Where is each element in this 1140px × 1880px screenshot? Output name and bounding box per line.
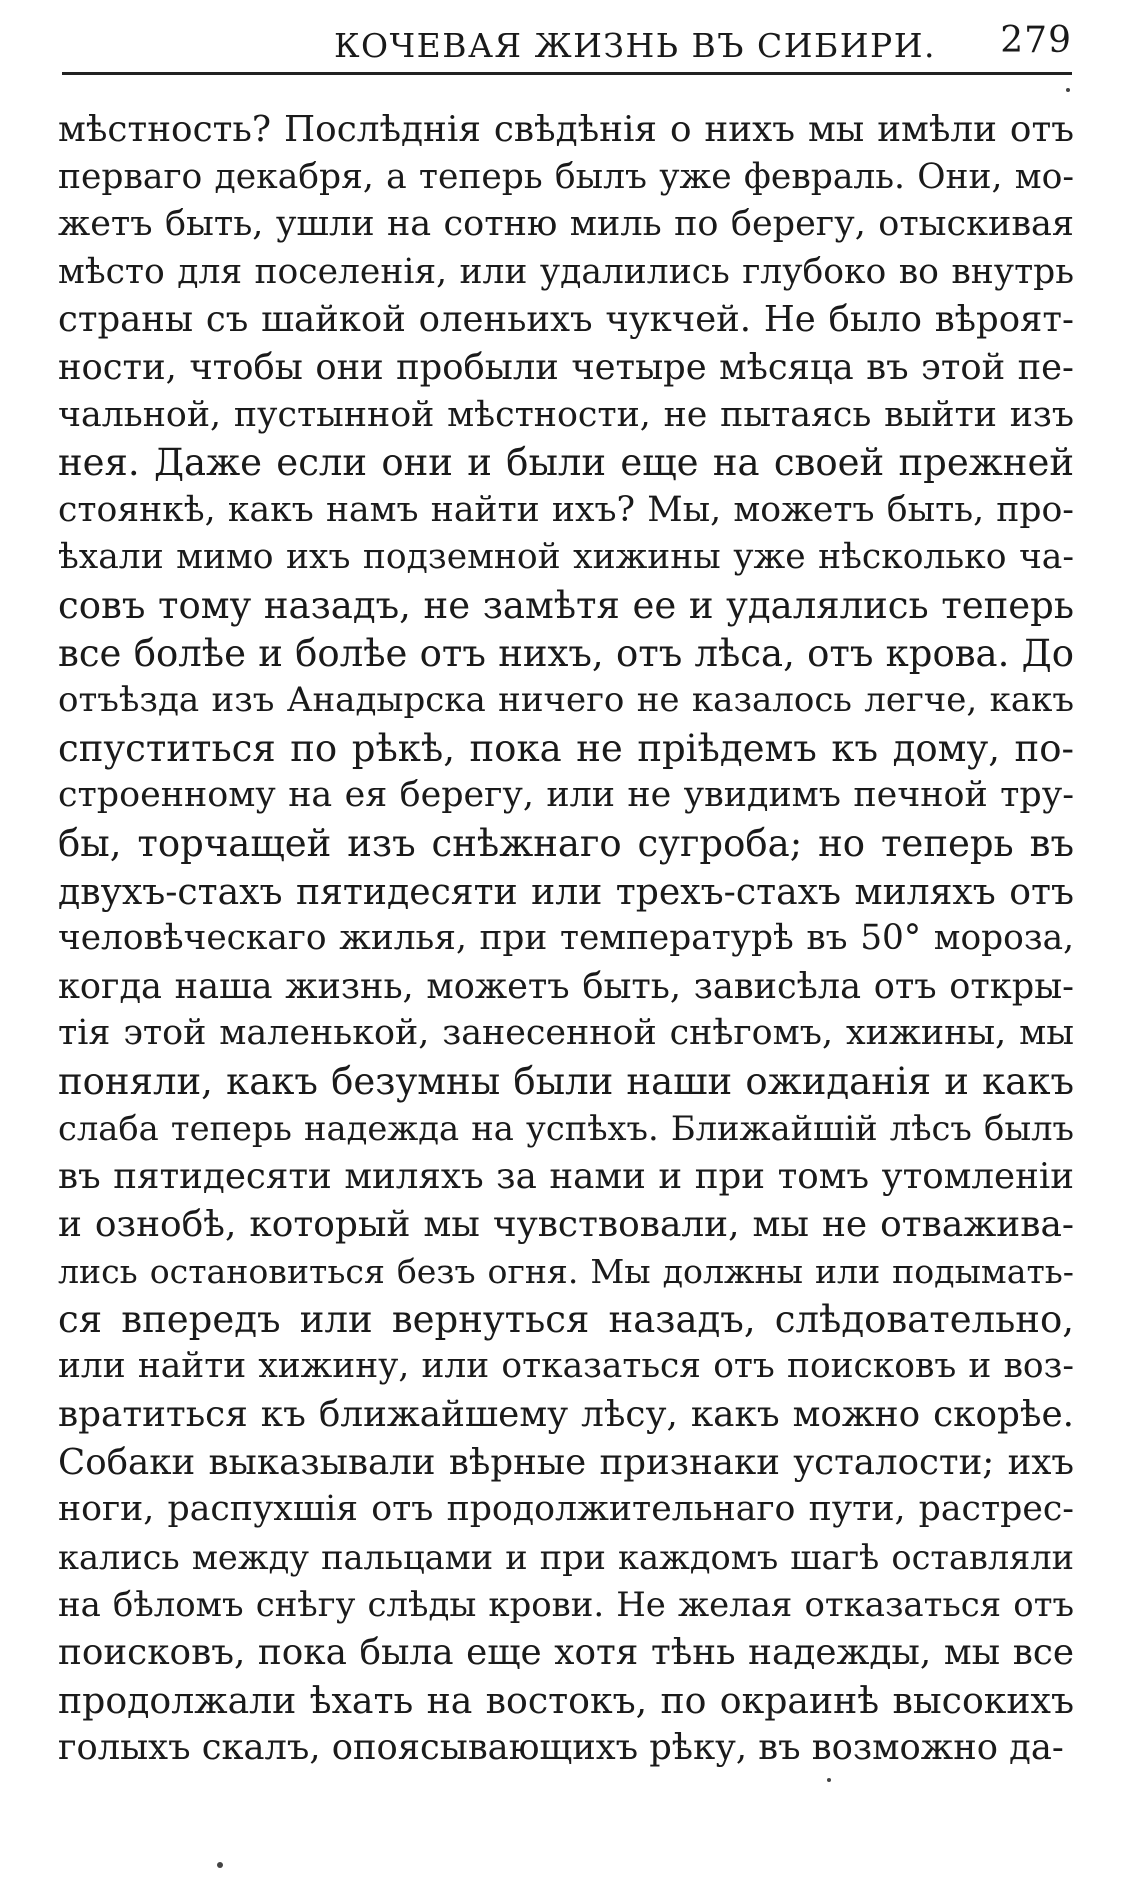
- text-line: двухъ-стахъ пятидесяти или трехъ-стахъ миляхъ отъ: [58, 869, 1074, 913]
- text-line: стоянкѣ, какъ намъ найти ихъ? Мы, можетъ быть, про-: [58, 489, 1074, 530]
- text-line: страны съ шайкой оленьихъ чукчей. Не было вѣроят-: [58, 299, 1074, 341]
- running-head: [62, 20, 1072, 72]
- text-line: совъ тому назадъ, не замѣтя ее и удалялись теперь: [58, 583, 1074, 627]
- print-speck: [827, 1778, 831, 1782]
- text-line: строенному на ея берегу, или не увидимъ печной тру-: [58, 775, 1074, 816]
- text-line: на бѣломъ снѣгу слѣды крови. Не желая отказаться отъ: [58, 1585, 1074, 1625]
- text-line: вратиться къ ближайшему лѣсу, какъ можно скорѣе.: [58, 1394, 1074, 1436]
- text-line: жетъ быть, ушли на сотню миль по берегу, отыскивая: [58, 204, 1074, 245]
- text-line: продолжали ѣхать на востокъ, по окраинѣ высокихъ: [58, 1678, 1074, 1722]
- text-line: спуститься по рѣкѣ, пока не пріѣдемъ къ дому, по-: [58, 726, 1074, 770]
- text-line: ноги, распухшія отъ продолжительнаго пути, растрес-: [58, 1489, 1074, 1530]
- text-line: мѣстность? Послѣднія свѣдѣнія о нихъ мы имѣли отъ: [58, 109, 1074, 150]
- text-line: отъѣзда изъ Анадырска ничего не казалось легче, какъ: [58, 680, 1074, 721]
- print-speck: [1066, 88, 1070, 92]
- text-line: Собаки выказывали вѣрные признаки усталости; ихъ: [58, 1441, 1074, 1483]
- text-line: слаба теперь надежда на успѣхъ. Ближайшій лѣсъ былъ: [58, 1109, 1074, 1149]
- text-line: бы, торчащей изъ снѣжнаго сугроба; но теперь въ: [58, 821, 1074, 865]
- body-text: [58, 106, 1074, 1772]
- text-line: тія этой маленькой, занесенной снѣгомъ, хижины, мы: [58, 1013, 1074, 1054]
- text-line: кались между пальцами и при каждомъ шагѣ оставляли: [58, 1537, 1074, 1577]
- text-line: лись остановиться безъ огня. Мы должны или подымать-: [58, 1252, 1074, 1292]
- page-number: 279: [1000, 20, 1072, 61]
- text-line: поисковъ, пока была еще хотя тѣнь надежды, мы все: [58, 1632, 1074, 1673]
- text-line: поняли, какъ безумны были наши ожиданія и какъ: [58, 1059, 1074, 1103]
- text-line: чальной, пустынной мѣстности, не пытаясь выйти изъ: [58, 394, 1074, 435]
- text-line: или найти хижину, или отказаться отъ поисковъ и воз-: [58, 1346, 1074, 1387]
- text-line: перваго декабря, а теперь былъ уже февраль. Они, мо-: [58, 156, 1074, 197]
- header-rule: [62, 72, 1072, 75]
- text-line: когда наша жизнь, можетъ быть, зависѣла отъ откры-: [58, 965, 1074, 1007]
- print-speck: [217, 1862, 223, 1868]
- running-title: КОЧЕВАЯ ЖИЗНЬ ВЪ СИБИРИ.: [334, 26, 936, 65]
- text-line: въ пятидесяти миляхъ за нами и при томъ утомленіи: [58, 1156, 1074, 1198]
- text-line: ся впередъ или вернуться назадъ, слѣдовательно,: [58, 1297, 1074, 1341]
- text-line: человѣческаго жилья, при температурѣ въ 50° мороза,: [58, 918, 1074, 959]
- text-line: все болѣе и болѣе отъ нихъ, отъ лѣса, отъ крова. До: [58, 631, 1074, 675]
- text-line: нея. Даже если они и были еще на своей прежней: [58, 441, 1074, 485]
- text-line: ѣхали мимо ихъ подземной хижины уже нѣсколько ча-: [58, 537, 1074, 578]
- text-line: и ознобѣ, который мы чувствовали, мы не отважива-: [58, 1203, 1074, 1245]
- text-line: ности, чтобы они пробыли четыре мѣсяца въ этой пе-: [58, 346, 1074, 388]
- text-line: голыхъ скалъ, опоясывающихъ рѣку, въ возможно да-: [58, 1727, 1064, 1769]
- text-line: мѣсто для поселенія, или удалились глубоко во внутрь: [58, 251, 1074, 292]
